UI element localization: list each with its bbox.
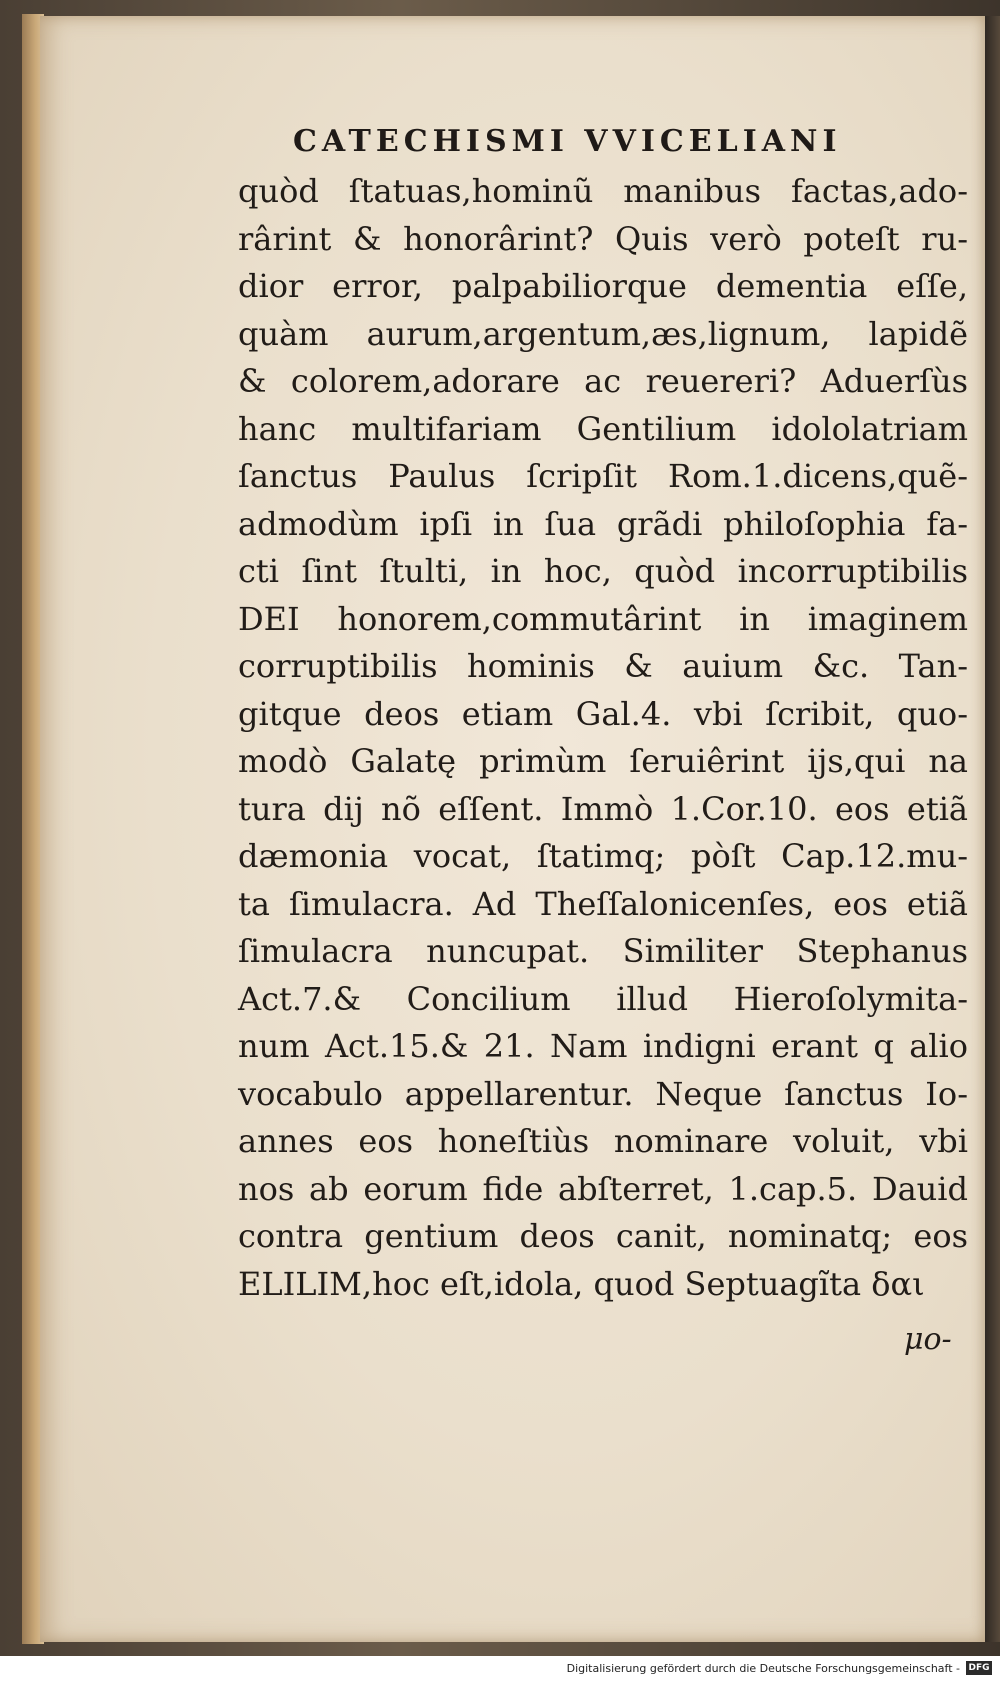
text-line: hanc multifariam Gentilium idololatriam	[238, 409, 968, 448]
text-line: admodùm ipſi in ſua grãdi philoſophia fa-	[238, 504, 968, 543]
text-line: ſimulacra nuncupat. Similiter Stephanus	[238, 932, 968, 970]
catchword: μο-	[904, 1322, 952, 1357]
text-line: modò Galatę primùm ſeruiêrint ijs,qui na	[238, 742, 968, 780]
text-line: corruptibilis hominis & auium &c. Tan-	[238, 647, 968, 685]
text-line: gitque deos etiam Gal.4. vbi ſcribit, quo-	[238, 694, 968, 733]
text-line: rârint & honorârint? Quis verò poteſt ru-	[238, 219, 968, 258]
text-line: & colorem,adorare ac reuereri? Aduerſùs	[238, 362, 968, 400]
page-fore-edge	[985, 16, 1000, 1642]
text-line: quàm aurum,argentum,æs,lignum, lapidẽ	[238, 314, 968, 353]
page-text-block	[238, 168, 968, 1308]
text-line: contra gentium deos canit, nominatq; eos	[238, 1217, 968, 1255]
digitization-credit: Digitalisierung gefördert durch die Deutsche Forschungsgemeinschaft -	[566, 1662, 960, 1675]
text-line: annes eos honeſtiùs nominare voluit, vbi	[238, 1122, 968, 1160]
text-line: nos ab eorum fide abſterret, 1.cap.5. Dauid	[238, 1169, 968, 1208]
text-line: vocabulo appellarentur. Neque ſanctus Io-	[238, 1074, 968, 1113]
text-line: dæmonia vocat, ſtatimq; pòſt Cap.12.mu-	[238, 837, 968, 875]
text-line: cti ſint ſtulti, in hoc, quòd incorruptibilis	[238, 552, 968, 590]
text-line: tura dij nõ eſſent. Immò 1.Cor.10. eos etiã	[238, 789, 968, 828]
text-line: DEI honorem,commutârint in imaginem	[238, 599, 968, 638]
text-line: quòd ſtatuas,hominũ manibus factas,ado-	[238, 172, 968, 210]
running-head: CATECHISMI VVICELIANI	[293, 124, 842, 159]
text-line: ſanctus Paulus ſcripſit Rom.1.dicens,quẽ-	[238, 457, 968, 495]
text-line: ta ſimulacra. Ad Theſſalonicenſes, eos etiã	[238, 884, 968, 923]
text-line: dior error, palpabiliorque dementia eſſe,	[238, 267, 968, 305]
dfg-logo: DFG	[966, 1661, 992, 1675]
text-line: Act.7.& Concilium illud Hieroſolymita-	[238, 979, 968, 1018]
text-line: num Act.15.& 21. Nam indigni erant q alio	[238, 1027, 968, 1065]
text-line: ELILIM,hoc eſt,idola, quod Septuagĩta δαι	[238, 1264, 925, 1303]
